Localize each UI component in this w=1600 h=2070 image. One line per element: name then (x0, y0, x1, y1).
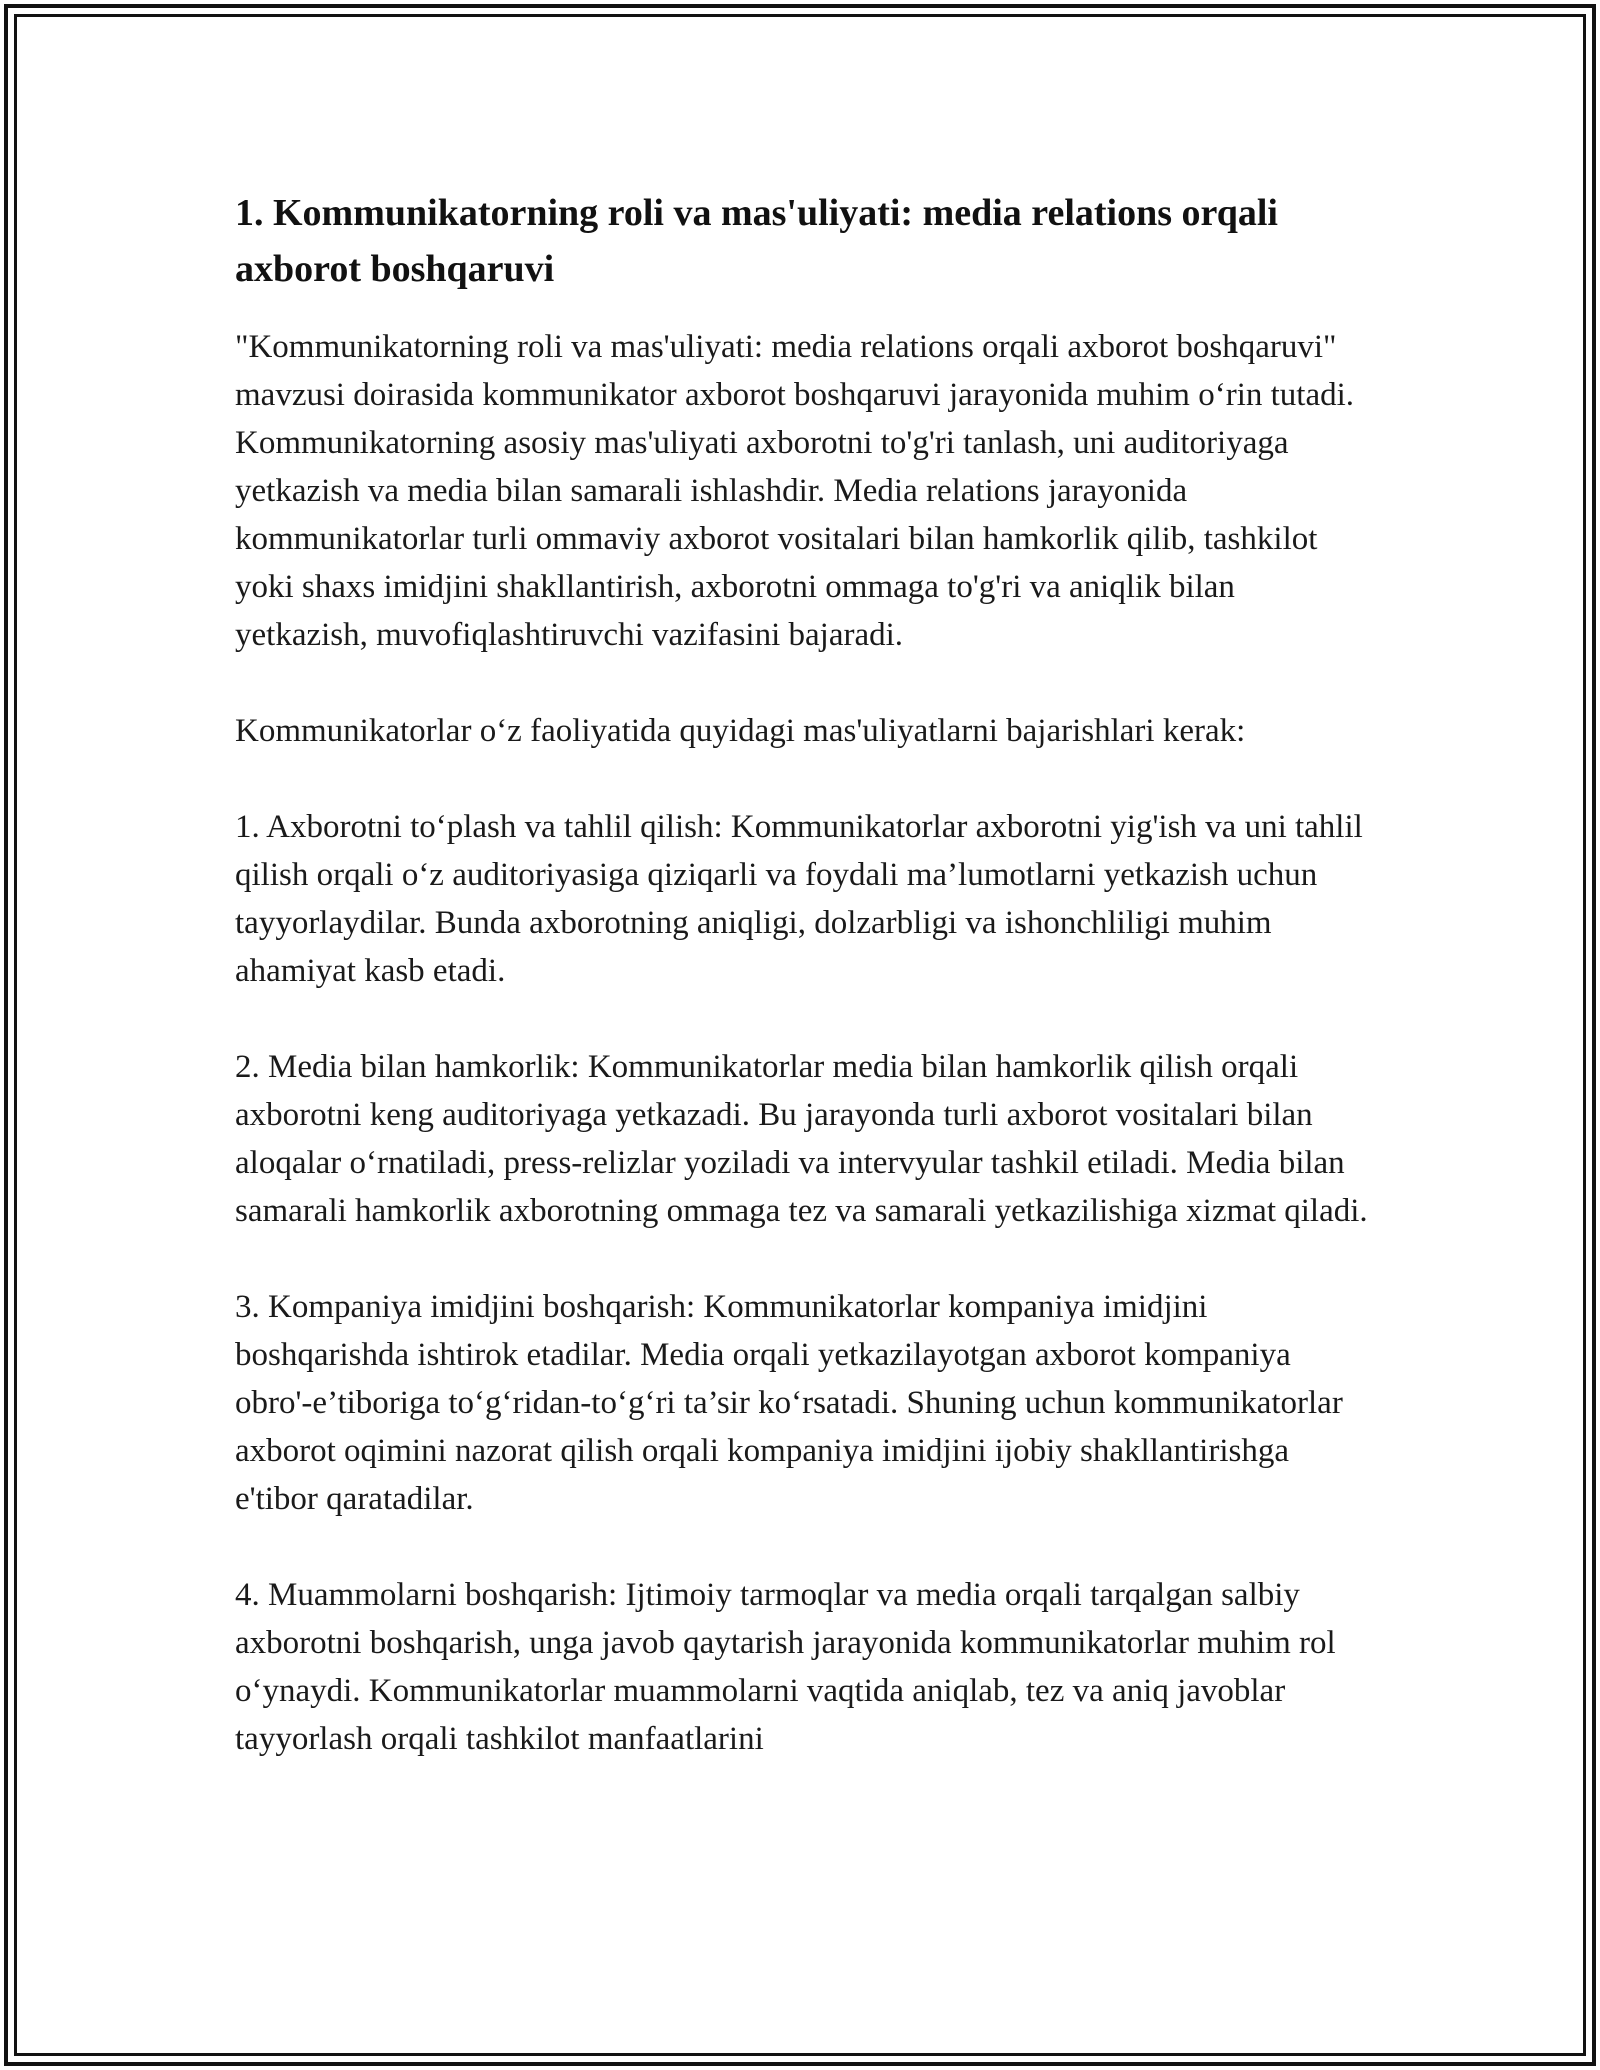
document-title: 1. Kommunikatorning roli va mas'uliyati: media relations orqali axborot boshqaruvi (235, 192, 1278, 290)
list-item-information-gathering: 1. Axborotni to‘plash va tahlil qilish: Kommunikatorlar axborotni yig'ish va uni tahlil qilish orqali o‘z auditoriyasiga qiziqarli va foydali ma’lumotlarni yetkazish uchun tayyorlaydilar. Bunda axborotning aniqligi, dolzarbligi va ishonchliligi muhim ahamiyat kasb etadi. (235, 809, 1363, 989)
list-item-media-cooperation: 2. Media bilan hamkorlik: Kommunikatorlar media bilan hamkorlik qilish orqali axborotni keng auditoriyaga yetkazadi. Bu jarayonda turli axborot vositalari bilan aloqalar o‘rnatiladi, press-relizlar yoziladi va intervyular tashkil etiladi. Media bilan samarali hamkorlik axborotning ommaga tez va samarali yetkazilishiga xizmat qiladi. (235, 1049, 1368, 1229)
list-item-image-management: 3. Kompaniya imidjini boshqarish: Kommunikatorlar kompaniya imidjini boshqarishda ishtirok etadilar. Media orqali yetkazilayotgan axborot kompaniya obro'-e’tiboriga to‘g‘ridan-to‘g‘ri ta’sir ko‘rsatadi. Shuning uchun kommunikatorlar axborot oqimini nazorat qilish orqali kompaniya imidjini ijobiy shakllantirishga e'tibor qaratadilar. (235, 1289, 1343, 1517)
intro-paragraph: "Kommunikatorning roli va mas'uliyati: media relations orqali axborot boshqaruvi" mavzusi doirasida kommunikator axborot boshqaruvi jarayonida muhim o‘rin tutadi. Kommunikatorning asosiy mas'uliyati axborotni to'g'ri tanlash, uni auditoriyaga yetkazish va media bilan samarali ishlashdir. Media relations jarayonida kommunikatorlar turli ommaviy axborot vositalari bilan hamkorlik qilib, tashkilot yoki shaxs imidjini shakllantirish, axborotni ommaga to'g'ri va aniqlik bilan yetkazish, muvofiqlashtiruvchi vazifasini bajaradi. (235, 329, 1355, 653)
document-body (235, 185, 1375, 1811)
responsibilities-lead: Kommunikatorlar o‘z faoliyatida quyidagi mas'uliyatlarni bajarishlari kerak: (235, 713, 1246, 749)
list-item-issue-management: 4. Muammolarni boshqarish: Ijtimoiy tarmoqlar va media orqali tarqalgan salbiy axborotni boshqarish, unga javob qaytarish jarayonida kommunikatorlar muhim rol o‘ynaydi. Kommunikatorlar muammolarni vaqtida aniqlab, tez va aniq javoblar tayyorlash orqali tashkilot manfaatlarini (235, 1577, 1336, 1757)
